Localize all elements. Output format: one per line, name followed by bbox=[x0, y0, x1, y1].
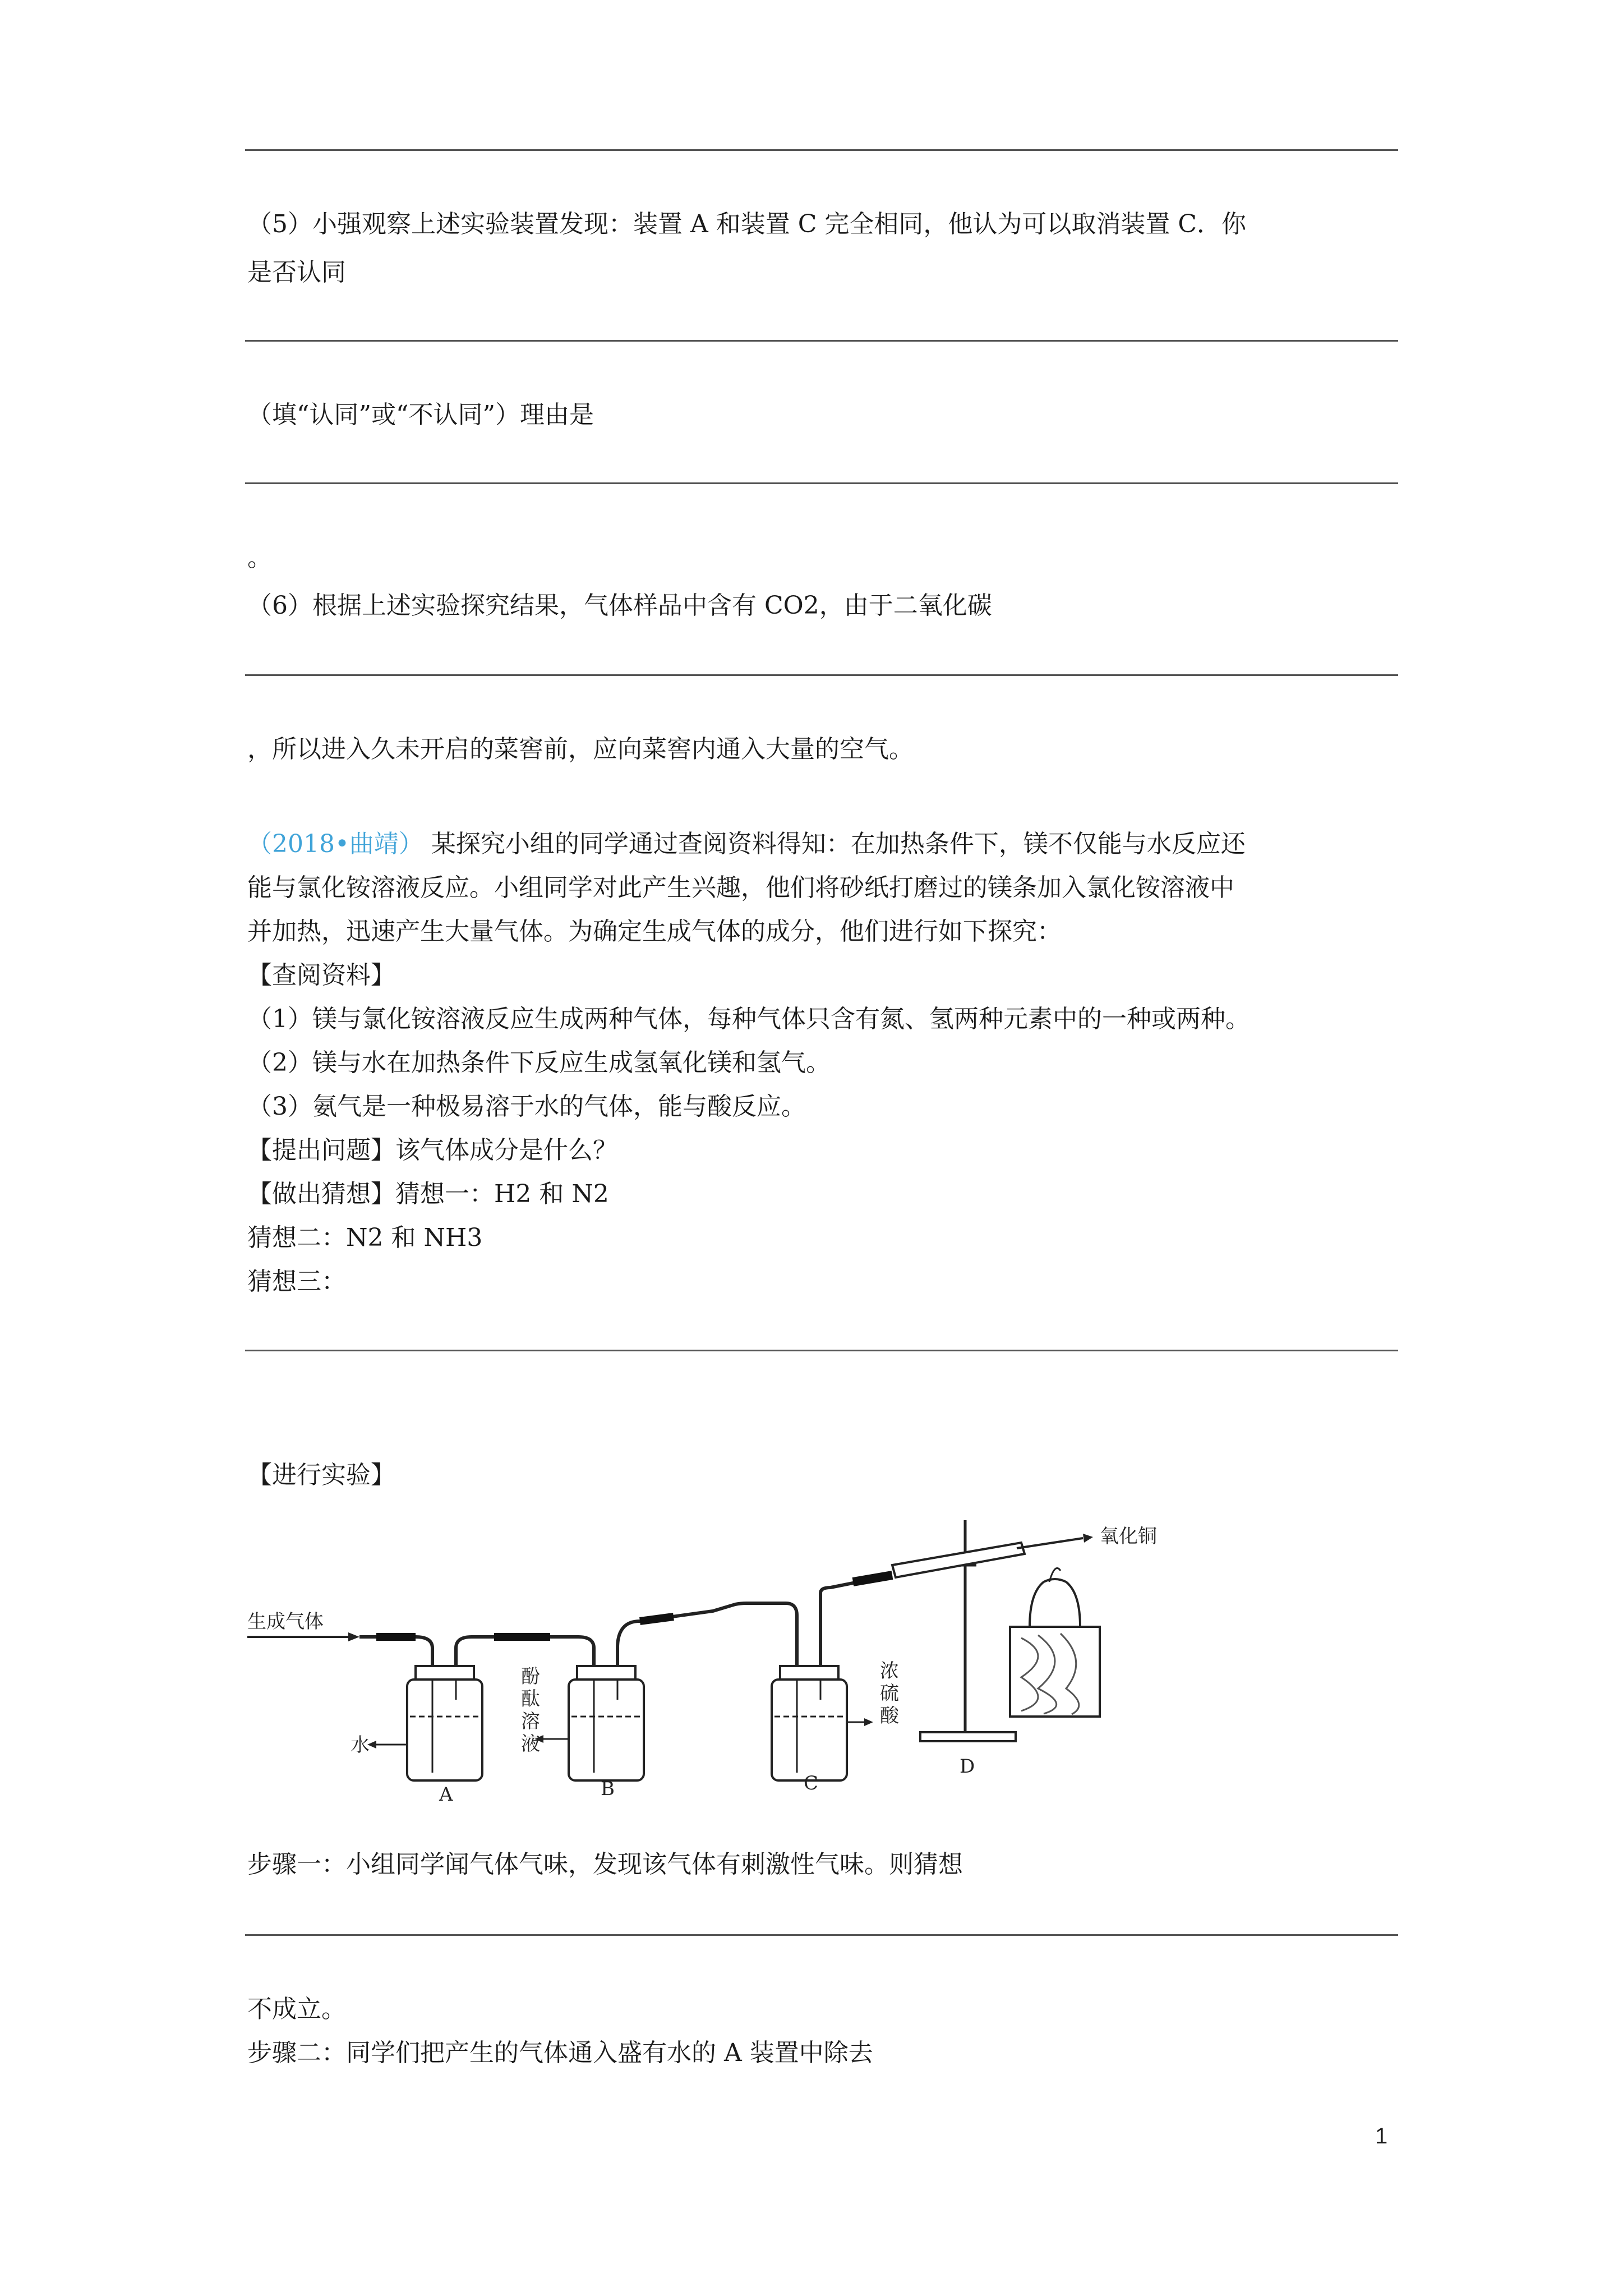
q5-text: （5）小强观察上述实验装置发现：装置 A 和装置 C 完全相同，他认为可以取消装置 C．你 bbox=[247, 210, 1247, 238]
answer-line bbox=[245, 482, 1398, 484]
tube bbox=[820, 1575, 892, 1672]
rubber-tube bbox=[640, 1617, 674, 1621]
tube bbox=[617, 1603, 752, 1672]
q5-text: 。 bbox=[247, 544, 272, 572]
problem-intro: 能与氯化铵溶液反应。小组同学对此产生兴趣，他们将砂纸打磨过的镁条加入氯化铵溶液中 bbox=[247, 873, 1234, 902]
stand-base bbox=[920, 1732, 1016, 1741]
answer-line bbox=[245, 1350, 1398, 1351]
rubber-tube bbox=[853, 1575, 892, 1582]
problem-citation: （2018•曲靖） bbox=[247, 830, 423, 858]
alcohol-lamp bbox=[1030, 1579, 1080, 1627]
inlet-label: 生成气体 bbox=[247, 1611, 324, 1633]
section-heading: 【查阅资料】 bbox=[247, 961, 395, 990]
label-b: B bbox=[601, 1778, 615, 1800]
label-d: D bbox=[960, 1755, 975, 1778]
acid-label: 酸 bbox=[880, 1705, 899, 1727]
answer-line bbox=[245, 340, 1398, 342]
water-label: 水 bbox=[351, 1734, 370, 1756]
outlet-tube bbox=[1017, 1538, 1083, 1548]
problem-intro: （2018•曲靖） 某探究小组的同学通过查阅资料得知：在加热条件下，镁不仅能与水反应还 bbox=[247, 830, 1246, 858]
answer-line bbox=[245, 674, 1398, 676]
phenolphthalein-label: 酞 bbox=[521, 1688, 540, 1710]
step-line: 步骤一：小组同学闻气体气味，发现该气体有刺激性气味。则猜想 bbox=[247, 1850, 963, 1879]
tube bbox=[752, 1603, 797, 1672]
phenolphthalein-label: 液 bbox=[521, 1733, 540, 1755]
phenolphthalein-label: 溶 bbox=[521, 1710, 540, 1733]
bottle-cap-a bbox=[416, 1666, 474, 1680]
phenolphthalein-label: 酚 bbox=[521, 1665, 540, 1688]
label-a: A bbox=[439, 1783, 453, 1801]
copper-oxide-label: 氧化铜 bbox=[1100, 1525, 1157, 1548]
answer-line bbox=[245, 1934, 1398, 1936]
section-heading: 【进行实验】 bbox=[247, 1461, 395, 1489]
apparatus-diagram bbox=[247, 1509, 1201, 1801]
problem-intro: 并加热，迅速产生大量气体。为确定生成气体的成分，他们进行如下探究： bbox=[247, 917, 1062, 946]
wood-block bbox=[1010, 1627, 1100, 1717]
step-line: 步骤二：同学们把产生的气体通入盛有水的 A 装置中除去 bbox=[247, 2039, 873, 2067]
label-c: C bbox=[804, 1772, 819, 1795]
answer-line bbox=[245, 149, 1398, 151]
bottle-b bbox=[569, 1680, 644, 1780]
bottle-c bbox=[772, 1680, 847, 1780]
bottle-cap-b bbox=[577, 1666, 635, 1680]
hypothesis-line: 【做出猜想】猜想一：H2 和 N2 bbox=[247, 1180, 609, 1208]
q6-text: ，所以进入久未开启的菜窖前，应向菜窖内通入大量的空气。 bbox=[247, 735, 914, 763]
inlet-arrowhead bbox=[348, 1632, 359, 1641]
step-line: 不成立。 bbox=[247, 1995, 346, 2023]
q6-text: （6）根据上述实验探究结果，气体样品中含有 CO2，由于二氧化碳 bbox=[247, 591, 992, 620]
material-item: （3）氨气是一种极易溶于水的气体，能与酸反应。 bbox=[247, 1092, 806, 1121]
material-item: （2）镁与水在加热条件下反应生成氢氧化镁和氢气。 bbox=[247, 1048, 831, 1077]
page-number: 1 bbox=[1375, 2124, 1388, 2148]
question-line: 【提出问题】该气体成分是什么？ bbox=[247, 1136, 617, 1165]
acid-label: 硫 bbox=[880, 1682, 899, 1705]
q5-text: （填“认同”或“不认同”）理由是 bbox=[247, 401, 594, 429]
reaction-tube bbox=[892, 1543, 1025, 1577]
q5-text: 是否认同 bbox=[247, 258, 346, 287]
hypothesis-line: 猜想二：N2 和 NH3 bbox=[247, 1223, 483, 1252]
bottle-cap-c bbox=[780, 1666, 838, 1680]
hypothesis-line: 猜想三： bbox=[247, 1267, 346, 1296]
material-item: （1）镁与氯化铵溶液反应生成两种气体，每种气体只含有氮、氢两种元素中的一种或两种。 bbox=[247, 1005, 1250, 1033]
acid-label: 浓 bbox=[880, 1660, 899, 1682]
bottle-a bbox=[407, 1680, 482, 1780]
